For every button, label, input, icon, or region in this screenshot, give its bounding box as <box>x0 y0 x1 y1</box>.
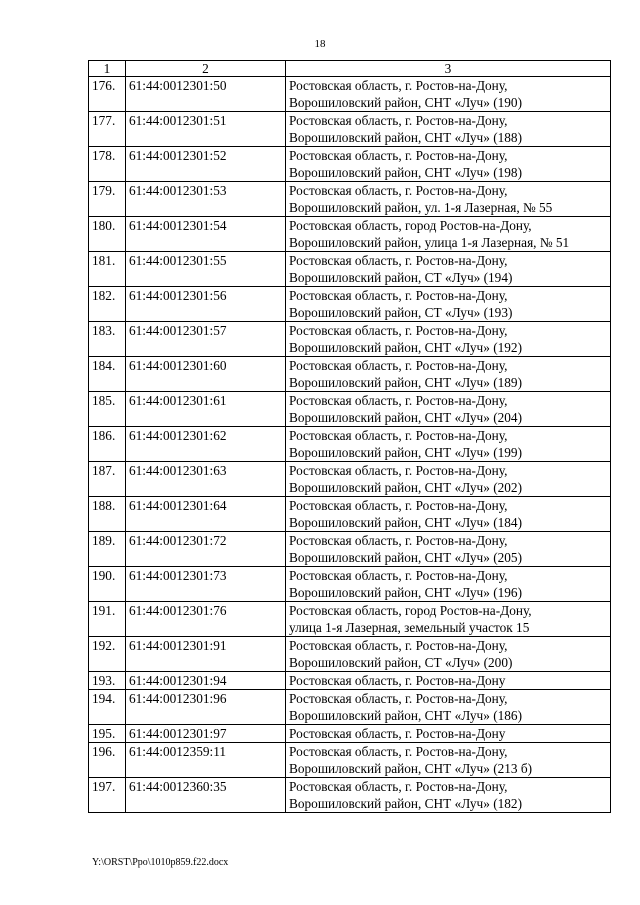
cadastral-number: 61:44:0012301:56 <box>126 287 286 322</box>
address-cell <box>286 392 611 427</box>
table-row <box>89 112 611 147</box>
row-number: 178. <box>89 147 126 182</box>
row-number: 187. <box>89 462 126 497</box>
row-number: 194. <box>89 690 126 725</box>
row-number: 189. <box>89 532 126 567</box>
column-header-cadastral: 2 <box>126 61 286 77</box>
table-row <box>89 357 611 392</box>
address-line: Ростовская область, г. Ростов-на-Дону, <box>289 463 508 478</box>
address-cell <box>286 672 611 690</box>
address-line: Ростовская область, г. Ростов-на-Дону, <box>289 288 508 303</box>
row-number: 195. <box>89 725 126 743</box>
table-row <box>89 392 611 427</box>
row-number: 180. <box>89 217 126 252</box>
address-cell <box>286 497 611 532</box>
cadastral-number: 61:44:0012301:57 <box>126 322 286 357</box>
address-line: Ворошиловский район, СНТ «Луч» (202) <box>289 480 523 495</box>
address-line: Ворошиловский район, СНТ «Луч» (196) <box>289 585 523 600</box>
table-row <box>89 217 611 252</box>
table-row <box>89 427 611 462</box>
address-line: Ворошиловский район, СНТ «Луч» (188) <box>289 130 523 145</box>
address-line: Ворошиловский район, СНТ «Луч» (204) <box>289 410 523 425</box>
address-line: Ростовская область, город Ростов-на-Дону, <box>289 218 532 233</box>
row-number: 184. <box>89 357 126 392</box>
address-cell <box>286 725 611 743</box>
address-line: Ростовская область, г. Ростов-на-Дону, <box>289 148 508 163</box>
cadastral-number: 61:44:0012301:52 <box>126 147 286 182</box>
address-cell <box>286 602 611 637</box>
address-line: Ворошиловский район, СНТ «Луч» (182) <box>289 796 523 811</box>
address-line: Ростовская область, г. Ростов-на-Дону, <box>289 323 508 338</box>
table-header-row <box>89 61 611 77</box>
address-line: Ворошиловский район, СНТ «Луч» (189) <box>289 375 523 390</box>
row-number: 190. <box>89 567 126 602</box>
cadastral-number: 61:44:0012301:73 <box>126 567 286 602</box>
table-row <box>89 743 611 778</box>
row-number: 197. <box>89 778 126 813</box>
row-number: 176. <box>89 77 126 112</box>
address-line: Ростовская область, г. Ростов-на-Дону, <box>289 498 508 513</box>
row-number: 192. <box>89 637 126 672</box>
table-row <box>89 637 611 672</box>
cadastral-number: 61:44:0012301:62 <box>126 427 286 462</box>
address-cell <box>286 567 611 602</box>
address-line: Ворошиловский район, СНТ «Луч» (198) <box>289 165 523 180</box>
table-row <box>89 778 611 813</box>
row-number: 186. <box>89 427 126 462</box>
cadastral-number: 61:44:0012301:51 <box>126 112 286 147</box>
table-row <box>89 462 611 497</box>
cadastral-number: 61:44:0012301:91 <box>126 637 286 672</box>
address-line: Ростовская область, г. Ростов-на-Дону, <box>289 113 508 128</box>
row-number: 177. <box>89 112 126 147</box>
row-number: 182. <box>89 287 126 322</box>
address-cell <box>286 112 611 147</box>
table-row <box>89 77 611 112</box>
address-line: Ростовская область, г. Ростов-на-Дону, <box>289 779 508 794</box>
address-line: Ростовская область, г. Ростов-на-Дону, <box>289 358 508 373</box>
address-cell <box>286 427 611 462</box>
cadastral-number: 61:44:0012301:94 <box>126 672 286 690</box>
page-number: 18 <box>314 38 326 50</box>
address-line: Ворошиловский район, СНТ «Луч» (199) <box>289 445 523 460</box>
table-row <box>89 672 611 690</box>
table-row <box>89 147 611 182</box>
address-cell <box>286 743 611 778</box>
row-number: 179. <box>89 182 126 217</box>
table-row <box>89 532 611 567</box>
table-row <box>89 567 611 602</box>
address-cell <box>286 287 611 322</box>
address-line: Ростовская область, г. Ростов-на-Дону, <box>289 183 508 198</box>
table-row <box>89 725 611 743</box>
row-number: 191. <box>89 602 126 637</box>
address-cell <box>286 778 611 813</box>
table-body <box>89 77 611 813</box>
address-line: Ворошиловский район, СНТ «Луч» (184) <box>289 515 523 530</box>
table-row <box>89 252 611 287</box>
cadastral-number: 61:44:0012301:54 <box>126 217 286 252</box>
cadastral-number: 61:44:0012301:61 <box>126 392 286 427</box>
cadastral-number: 61:44:0012301:53 <box>126 182 286 217</box>
table-row <box>89 287 611 322</box>
row-number: 196. <box>89 743 126 778</box>
address-cell <box>286 147 611 182</box>
address-line: Ворошиловский район, СНТ «Луч» (190) <box>289 95 523 110</box>
address-cell <box>286 252 611 287</box>
address-cell <box>286 690 611 725</box>
table-row <box>89 690 611 725</box>
cadastral-number: 61:44:0012359:11 <box>126 743 286 778</box>
footer-file-path: Y:\ORST\Ppo\1010p859.f22.docx <box>92 857 229 868</box>
address-line: Ворошиловский район, СТ «Луч» (200) <box>289 655 513 670</box>
cadastral-number: 61:44:0012301:97 <box>126 725 286 743</box>
row-number: 183. <box>89 322 126 357</box>
address-line: Ростовская область, г. Ростов-на-Дону, <box>289 428 508 443</box>
address-line: улица 1-я Лазерная, земельный участок 15 <box>289 620 530 635</box>
parcels-table <box>88 60 611 813</box>
address-line: Ворошиловский район, ул. 1-я Лазерная, № 55 <box>289 200 553 215</box>
address-line: Ростовская область, г. Ростов-на-Дону, <box>289 78 508 93</box>
address-line: Ростовская область, г. Ростов-на-Дону <box>289 673 506 688</box>
address-line: Ростовская область, г. Ростов-на-Дону, <box>289 568 508 583</box>
table-row <box>89 602 611 637</box>
address-cell <box>286 637 611 672</box>
table-row <box>89 322 611 357</box>
cadastral-number: 61:44:0012301:50 <box>126 77 286 112</box>
cadastral-number: 61:44:0012301:63 <box>126 462 286 497</box>
address-line: Ростовская область, г. Ростов-на-Дону, <box>289 393 508 408</box>
cadastral-number: 61:44:0012360:35 <box>126 778 286 813</box>
cadastral-number: 61:44:0012301:76 <box>126 602 286 637</box>
table-row <box>89 497 611 532</box>
address-line: Ворошиловский район, СТ «Луч» (194) <box>289 270 513 285</box>
address-cell <box>286 217 611 252</box>
cadastral-number: 61:44:0012301:72 <box>126 532 286 567</box>
address-line: Ворошиловский район, СНТ «Луч» (186) <box>289 708 523 723</box>
address-line: Ворошиловский район, СНТ «Луч» (213 б) <box>289 761 533 776</box>
row-number: 181. <box>89 252 126 287</box>
address-cell <box>286 182 611 217</box>
address-line: Ростовская область, г. Ростов-на-Дону, <box>289 253 508 268</box>
address-line: Ворошиловский район, СНТ «Луч» (205) <box>289 550 523 565</box>
cadastral-number: 61:44:0012301:60 <box>126 357 286 392</box>
table-row <box>89 182 611 217</box>
cadastral-number: 61:44:0012301:96 <box>126 690 286 725</box>
address-cell <box>286 532 611 567</box>
address-line: Ростовская область, г. Ростов-на-Дону <box>289 726 506 741</box>
address-line: Ростовская область, г. Ростов-на-Дону, <box>289 533 508 548</box>
address-line: Ростовская область, город Ростов-на-Дону, <box>289 603 532 618</box>
cadastral-number: 61:44:0012301:64 <box>126 497 286 532</box>
address-cell <box>286 77 611 112</box>
address-line: Ворошиловский район, улица 1-я Лазерная, № 51 <box>289 235 570 250</box>
row-number: 188. <box>89 497 126 532</box>
address-line: Ростовская область, г. Ростов-на-Дону, <box>289 638 508 653</box>
address-cell <box>286 357 611 392</box>
address-line: Ворошиловский район, СНТ «Луч» (192) <box>289 340 523 355</box>
address-line: Ворошиловский район, СТ «Луч» (193) <box>289 305 513 320</box>
address-line: Ростовская область, г. Ростов-на-Дону, <box>289 744 508 759</box>
address-cell <box>286 462 611 497</box>
address-cell <box>286 322 611 357</box>
cadastral-number: 61:44:0012301:55 <box>126 252 286 287</box>
column-header-number: 1 <box>89 61 126 77</box>
row-number: 185. <box>89 392 126 427</box>
address-line: Ростовская область, г. Ростов-на-Дону, <box>289 691 508 706</box>
row-number: 193. <box>89 672 126 690</box>
column-header-address: 3 <box>286 61 611 77</box>
